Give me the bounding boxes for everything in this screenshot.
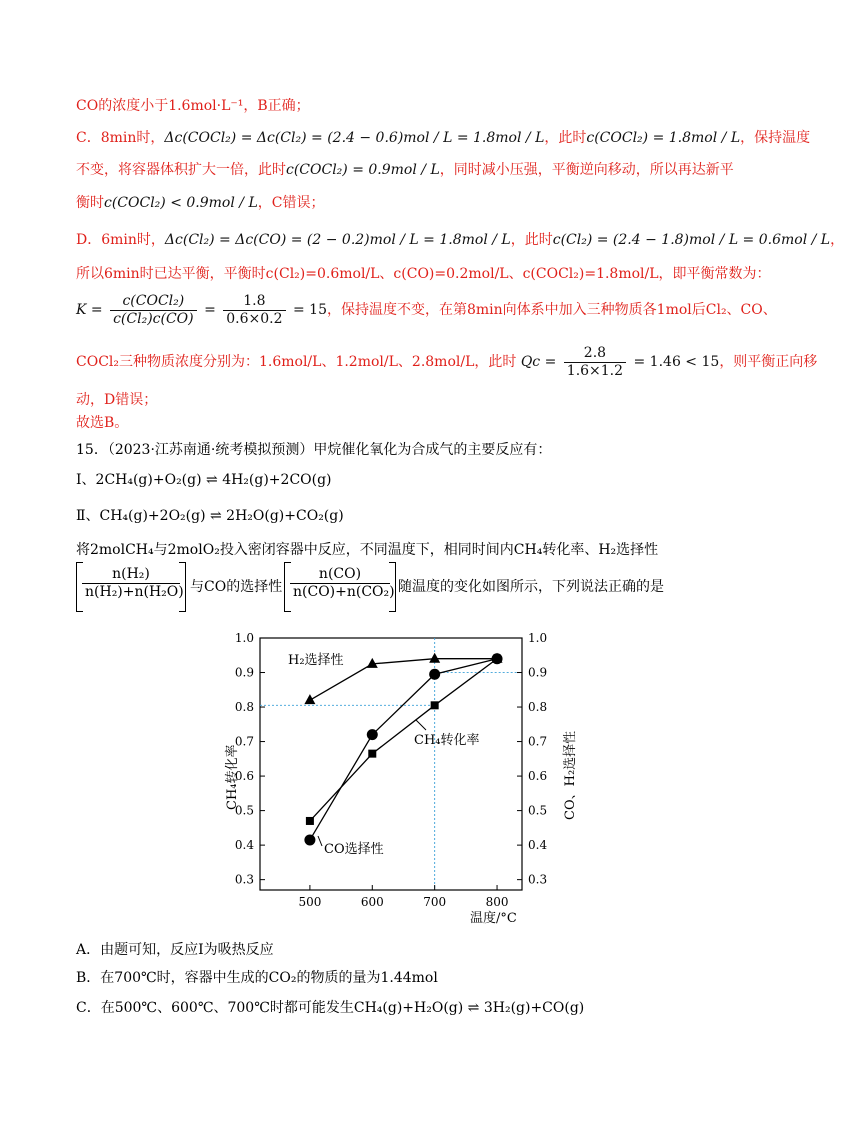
legend-pointer: [318, 836, 322, 846]
equation: c(COCl₂) = 0.9mol / L: [286, 162, 440, 178]
answer-text: D．6min时，: [76, 232, 165, 248]
data-point-square: [306, 817, 314, 825]
y-tick-label-left: 0.3: [234, 872, 254, 887]
sel-end-text: 随温度的变化如图所示，下列说法正确的是: [398, 579, 664, 595]
data-point-square: [368, 750, 376, 758]
answer-text: 衡时: [76, 195, 104, 211]
temperature-chart: [220, 630, 590, 930]
answer-line-c: [76, 128, 810, 148]
option-c[interactable]: C．在500℃、600℃、700℃时都可能发生CH₄(g)+H₂O(g) ⇌ 3H₂(g)+CO(g): [76, 1000, 585, 1016]
answer-text: C．8min时，: [76, 130, 165, 146]
answer-text: 动，D错误；: [76, 392, 158, 408]
answer-text: ，此时: [510, 232, 553, 248]
y-tick-label-left: 0.9: [234, 665, 254, 680]
y-tick-label-left: 0.7: [234, 734, 254, 749]
equation: c(COCl₂) < 0.9mol / L: [104, 195, 258, 211]
equation: Δc(COCl₂) = Δc(Cl₂) = (2.4 − 0.6)mol / L = 1.8mol / L: [164, 130, 545, 146]
reaction-1: Ⅰ、2CH₄(g)+O₂(g) ⇌ 4H₂(g)+2CO(g): [76, 472, 332, 488]
answer-conclusion: [76, 413, 128, 433]
x-tick-label: 600: [360, 895, 384, 909]
x-axis-label: 温度/°C: [470, 911, 517, 926]
data-point-circle: [304, 834, 315, 845]
answer-text: ，: [830, 232, 844, 248]
y-tick-label-right: 0.8: [528, 700, 548, 715]
reaction-equation: 2CH₄(g)+O₂(g) ⇌ 4H₂(g)+2CO(g): [95, 472, 332, 488]
answer-text: ，同时减小压强，平衡逆向移动，所以再达新平: [439, 162, 734, 178]
x-tick-label: 500: [298, 895, 322, 909]
option-a[interactable]: A．由题可知，反应Ⅰ为吸热反应: [76, 942, 274, 958]
answer-text: ，此时: [544, 130, 587, 146]
y-tick-label-right: 0.6: [528, 769, 548, 784]
data-point-square: [431, 701, 439, 709]
y-tick-label-right: 0.7: [528, 734, 548, 749]
answer-text: ，保持温度: [740, 130, 811, 146]
y-axis-label-right: CO、H₂选择性: [563, 730, 578, 820]
y-tick-label-left: 0.8: [234, 700, 254, 715]
data-point-circle: [429, 669, 440, 680]
series-group: [304, 653, 502, 846]
y-tick-label-right: 0.5: [528, 803, 548, 818]
equation: K =: [76, 302, 103, 318]
equation: Qc =: [520, 354, 557, 370]
equation: c(COCl₂) = 1.8mol / L: [586, 130, 741, 146]
reference-lines: [260, 638, 522, 890]
answer-text: 故选B。: [76, 415, 129, 431]
q-fraction: $\frac{2.8}{1.6\times 1.2}$: [564, 345, 626, 380]
answer-line-d2: [76, 264, 771, 284]
y-tick-label-right: 0.4: [528, 838, 548, 853]
question-conditions: 将2molCH₄与2molO₂投入密闭容器中反应，不同温度下，相同时间内CH₄转化率、H₂选择性: [76, 542, 659, 558]
y-tick-label-left: 0.5: [234, 803, 254, 818]
plot-frame: [260, 638, 522, 890]
answer-text: 不变，将容器体积扩大一倍，此时: [76, 162, 286, 178]
reaction-equation: CH₄(g)+H₂O(g) ⇌ 3H₂(g)+CO(g): [353, 1000, 585, 1016]
answer-text: ，C错误；: [257, 195, 325, 211]
reaction-2: Ⅱ、CH₄(g)+2O₂(g) ⇌ 2H₂O(g)+CO₂(g): [76, 508, 344, 524]
data-point-triangle: [429, 653, 440, 663]
data-point-square: [493, 655, 501, 663]
k-fraction: $\frac{\text{c(COCl₂)}}{\text{c(Cl₂)c(CO)}}$: [110, 293, 197, 328]
data-point-triangle: [304, 694, 315, 704]
h2-selectivity-formula: $\frac{\text{n(H₂)}}{\text{n(H₂)+n(H₂O)}}$: [76, 562, 186, 612]
data-point-circle: [367, 729, 378, 740]
answer-text: 所以6min时已达平衡，平衡时c(Cl₂)=0.6mol/L、c(CO)=0.2mol/L、c(COCl₂)=1.8mol/L，即平衡常数为：: [76, 266, 771, 282]
y-axis-label-left: CH₄转化率: [225, 744, 240, 810]
equation: c(Cl₂) = (2.4 − 1.8)mol / L = 0.6mol / L: [552, 232, 831, 248]
question-stem: 15．（2023·江苏南通·统考模拟预测）甲烷催化氧化为合成气的主要反应有：: [76, 442, 552, 458]
option-b[interactable]: B．在700℃时，容器中生成的CO₂的物质的量为1.44mol: [76, 970, 438, 986]
answer-line-d: [76, 230, 844, 250]
legend-ch4-conversion: CH₄转化率: [414, 733, 480, 748]
y-tick-label-right: 1.0: [528, 631, 548, 645]
answer-line-c3: [76, 193, 324, 213]
legend-pointer: [416, 720, 426, 730]
answer-text: COCl₂三种物质浓度分别为：1.6mol/L、1.2mol/L、2.8mol/L，此时: [76, 354, 517, 370]
answer-text: CO的浓度小于1.6mol·L⁻¹，B正确；: [76, 98, 310, 114]
legend-h2-selectivity: H₂选择性: [288, 653, 344, 668]
sel-mid-text: 与CO的选择性: [190, 579, 283, 595]
y-tick-label-left: 1.0: [234, 631, 254, 645]
y-tick-label-left: 0.4: [234, 838, 254, 853]
answer-line-c2: [76, 160, 734, 180]
y-tick-label-right: 0.3: [528, 872, 548, 887]
series-line-1: [310, 659, 497, 840]
data-point-triangle: [367, 658, 378, 668]
y-tick-label-right: 0.9: [528, 665, 548, 680]
answer-line-d3: [76, 390, 157, 410]
y-tick-label-left: 0.6: [234, 769, 254, 784]
answer-text: ，保持温度不变，在第8min向体系中加入三种物质各1mol后Cl₂、CO、: [326, 302, 777, 318]
equation: Δc(Cl₂) = Δc(CO) = (2 − 0.2)mol / L = 1.8mol / L: [164, 232, 511, 248]
x-tick-label: 700: [423, 895, 447, 909]
reaction-equation: CH₄(g)+2O₂(g) ⇌ 2H₂O(g)+CO₂(g): [99, 508, 344, 524]
reaction-quotient-line: COCl₂三种物质浓度分别为：1.6mol/L、1.2mol/L、2.8mol/L，此时 Qc = $\frac{2.8}{1.6\times 1.2}$ = 1.46 < 15，则平衡正向移: [76, 344, 818, 379]
answer-line-b: [76, 96, 310, 116]
equilibrium-constant-line: K = $\frac{\text{c(COCl₂)}}{\text{c(Cl₂)c(CO)}}$ = $\frac{1.8}{0.6\times 0.2}$ = 15，保持温度不变，在第8min向体系中加入三种物质各1mol后Cl₂、CO、: [76, 292, 777, 327]
x-tick-label: 800: [485, 895, 509, 909]
co-selectivity-formula: $\frac{n(CO)}{\text{n(CO)+n(CO₂)}}$: [284, 562, 396, 612]
answer-text: ，则平衡正向移: [719, 354, 818, 370]
k-value-fraction: $\frac{1.8}{0.6\times 0.2}$: [223, 293, 285, 328]
legend-co-selectivity: CO选择性: [324, 842, 384, 857]
